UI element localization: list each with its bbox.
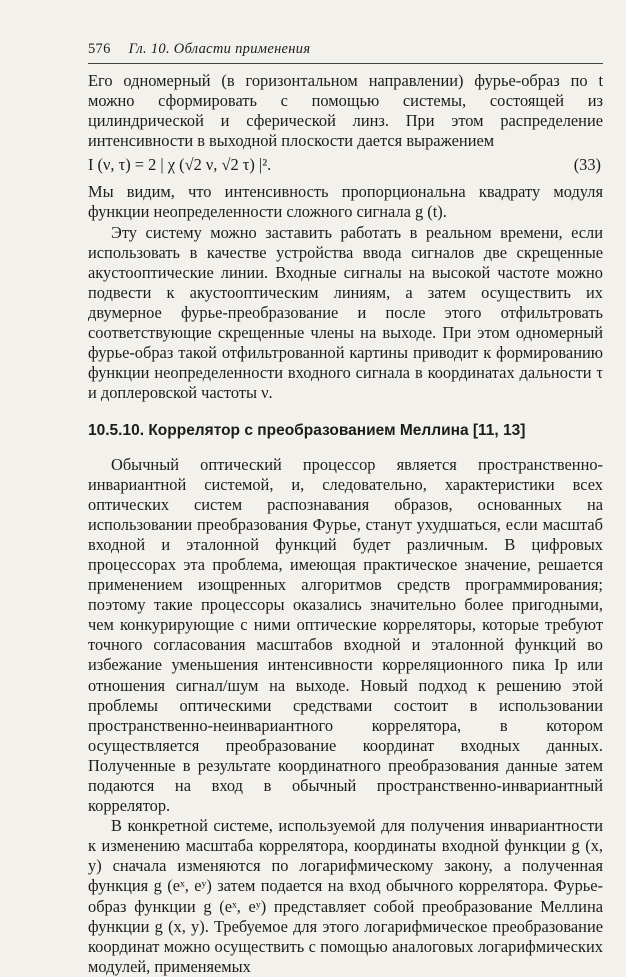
chapter-title: Гл. 10. Области применения [128, 41, 311, 57]
paragraph-4: Обычный оптический процессор является пространственно-инвариантной системой, и, следовательно, характеристики всех оптических систем распознавания образов, основанных на использовании преобразования Фурье, станут ухудшаться, если масштаб входной и эталонной функций будет различным. В цифровых процессорах эта проблема, имеющая практическое значение, решается применением изощренных алгоритмов средств программирования; поэтому такие процессоры оказались значительно более пригодными, чем конкурирующие с ними оптические корреляторы, которые требуют точного согласования масштабов входной и эталонной функций во избежание уменьшения интенсивности корреляционного пика Iр или отношения сигнал/шум на выходе. Новый подход к решению этой проблемы оптическими средствами состоит в использовании пространственно-неинвариантного коррелятора, в котором осуществляется преобразование координат входных данных. Полученные в результате координатного преобразования данные затем подаются на вход в обычный пространственно-инвариантный коррелятор. [88, 454, 603, 816]
equation-number: (33) [573, 155, 601, 175]
page-body [88, 71, 603, 977]
paragraph-5: В конкретной системе, используемой для получения инвариантности к изменению масштаба коррелятора, координаты входной функции g (x, y) сначала изменяются по логарифмическому закону, а полученная функция g (eˣ, eʸ) затем подается на вход обычного коррелятора. Фурье-образ функции g (eˣ, eʸ) представляет собой преобразование Меллина функции g (x, y). Требуемое для этого логарифмическое преобразование координат можно осуществить с помощью аналоговых логарифмических модулей, применяемых [88, 816, 603, 976]
equation-33 [88, 155, 603, 177]
running-header [88, 41, 603, 58]
paragraph-2: Мы видим, что интенсивность пропорциональна квадрату модуля функции неопределенности сложного сигнала g (t). [88, 182, 603, 222]
header-rule [88, 63, 603, 64]
formula-text: I (ν, τ) = 2 | χ (√2 ν, √2 τ) |². [88, 155, 272, 175]
paragraph-3: Эту систему можно заставить работать в реальном времени, если использовать в качестве устройства ввода сигналов две скрещенные акустооптические линии. Входные сигналы на высокой частоте можно подвести к акустооптическим линиям, а затем осуществить их двумерное фурье-преобразование и после этого отфильтровать соответствующие скрещенные члены на выходе. При этом одномерный фурье-образ такой отфильтрованной картины приводит к формированию функции неопределенности входного сигнала в координатах дальности τ и доплеровской частоты ν. [88, 222, 603, 403]
page-number: 576 [88, 41, 111, 57]
paragraph-1: Его одномерный (в горизонтальном направлении) фурье-образ по t можно сформировать с помощью системы, состоящей из цилиндрической и сферической линз. При этом распределение интенсивности в выходной плоскости дается выражением [88, 71, 603, 151]
subsection-heading: 10.5.10. Коррелятор с преобразованием Меллина [11, 13] [88, 422, 526, 440]
